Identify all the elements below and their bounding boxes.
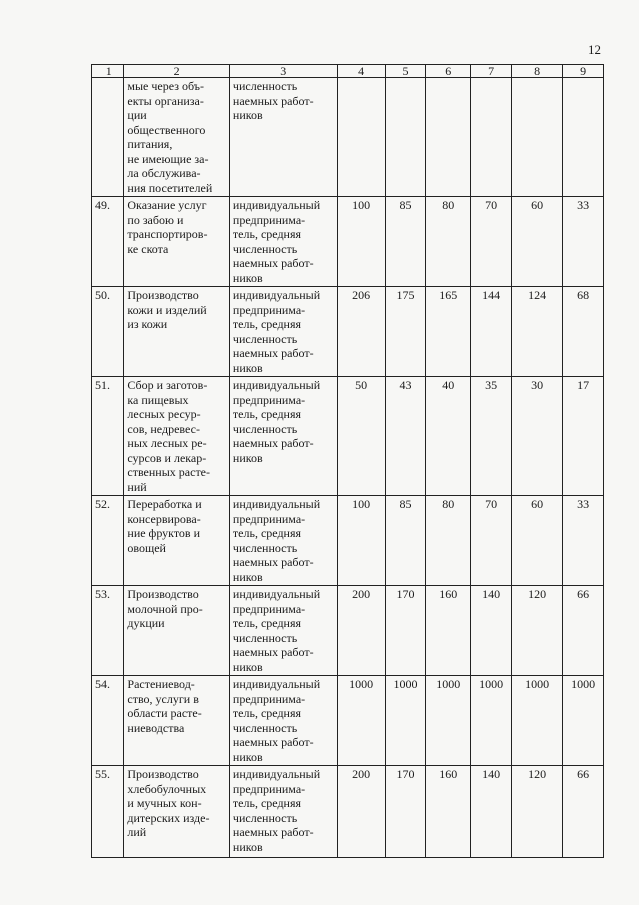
table-row bbox=[92, 287, 604, 377]
header-cell-4: 4 bbox=[337, 65, 385, 78]
value-cell-col7: 70 bbox=[471, 197, 512, 287]
calculation-basis: индивидуальный предпринима- тель, средняя численность наемных работ- ников bbox=[229, 287, 337, 377]
continuation-activity: мые через объ- екты организа- ции общественного питания, не имеющие за- ла обслужива- ния посетителей bbox=[124, 78, 230, 197]
header-cell-2: 2 bbox=[124, 65, 230, 78]
activity-name: Переработка и консервирова- ние фруктов и овощей bbox=[124, 496, 230, 586]
value-cell-col8: 30 bbox=[512, 377, 563, 496]
value-cell-col4: 206 bbox=[337, 287, 385, 377]
value-cell-col8: 120 bbox=[512, 586, 563, 676]
value-cell-col5: 43 bbox=[385, 377, 426, 496]
table-row bbox=[92, 377, 604, 496]
value-cell-col9: 17 bbox=[563, 377, 604, 496]
value-cell-col7: 140 bbox=[471, 586, 512, 676]
page-number: 12 bbox=[588, 42, 601, 57]
value-cell-col9: 66 bbox=[563, 586, 604, 676]
value-cell-col7: 70 bbox=[471, 496, 512, 586]
value-cell-col4: 50 bbox=[337, 377, 385, 496]
calculation-basis: индивидуальный предпринима- тель, средняя численность наемных работ- ников bbox=[229, 766, 337, 858]
value-cell-col6: 1000 bbox=[426, 676, 471, 766]
value-cell-col7: 35 bbox=[471, 377, 512, 496]
activity-name: Производство кожи и изделий из кожи bbox=[124, 287, 230, 377]
row-number: 52. bbox=[92, 496, 124, 586]
continuation-basis: численность наемных работ- ников bbox=[229, 78, 337, 197]
header-cell-5: 5 bbox=[385, 65, 426, 78]
continuation-idx bbox=[92, 78, 124, 197]
value-cell-col5: 1000 bbox=[385, 676, 426, 766]
value-cell-col8: 1000 bbox=[512, 676, 563, 766]
value-cell-col6: 160 bbox=[426, 586, 471, 676]
header-cell-3: 3 bbox=[229, 65, 337, 78]
value-cell-col9: 1000 bbox=[563, 676, 604, 766]
row-number: 54. bbox=[92, 676, 124, 766]
value-cell-col7: 1000 bbox=[471, 676, 512, 766]
value-cell-col8: 60 bbox=[512, 197, 563, 287]
value-cell-col6: 80 bbox=[426, 197, 471, 287]
value-cell-col8: 120 bbox=[512, 766, 563, 858]
value-cell-col7: 140 bbox=[471, 766, 512, 858]
activity-name: Сбор и заготов- ка пищевых лесных ресур- сов, недревес- ных лесных ре- сурсов и лекар- ственных расте- ний bbox=[124, 377, 230, 496]
value-cell-col6: 80 bbox=[426, 496, 471, 586]
value-cell-col5: 85 bbox=[385, 496, 426, 586]
header-cell-1: 1 bbox=[92, 65, 124, 78]
calculation-basis: индивидуальный предпринима- тель, средняя численность наемных работ- ников bbox=[229, 496, 337, 586]
activity-name: Производство хлебобулочных и мучных кон- дитерских изде- лий bbox=[124, 766, 230, 858]
activity-name: Оказание услуг по забою и транспортиров- ке скота bbox=[124, 197, 230, 287]
calculation-basis: индивидуальный предпринима- тель, средняя численность наемных работ- ников bbox=[229, 197, 337, 287]
value-cell-col8: 124 bbox=[512, 287, 563, 377]
table-row bbox=[92, 586, 604, 676]
row-number: 51. bbox=[92, 377, 124, 496]
calculation-basis: индивидуальный предпринима- тель, средняя численность наемных работ- ников bbox=[229, 377, 337, 496]
value-cell-col7: 144 bbox=[471, 287, 512, 377]
calculation-basis: индивидуальный предпринима- тель, средняя численность наемных работ- ников bbox=[229, 676, 337, 766]
value-cell-col4: 1000 bbox=[337, 676, 385, 766]
value-cell-col5: 170 bbox=[385, 586, 426, 676]
row-number: 49. bbox=[92, 197, 124, 287]
value-cell-col5: 170 bbox=[385, 766, 426, 858]
table-row bbox=[92, 676, 604, 766]
activity-name: Растениевод- ство, услуги в области расте- ниеводства bbox=[124, 676, 230, 766]
header-cell-7: 7 bbox=[471, 65, 512, 78]
calculation-basis: индивидуальный предпринима- тель, средняя численность наемных работ- ников bbox=[229, 586, 337, 676]
value-cell-col5: 85 bbox=[385, 197, 426, 287]
activity-name: Производство молочной про- дукции bbox=[124, 586, 230, 676]
value-cell-col9: 33 bbox=[563, 496, 604, 586]
row-number: 53. bbox=[92, 586, 124, 676]
value-cell-col4: 200 bbox=[337, 586, 385, 676]
value-cell-col6: 40 bbox=[426, 377, 471, 496]
value-cell-col5: 175 bbox=[385, 287, 426, 377]
row-number: 50. bbox=[92, 287, 124, 377]
table-row bbox=[92, 496, 604, 586]
value-cell-col9: 66 bbox=[563, 766, 604, 858]
value-cell-col9: 68 bbox=[563, 287, 604, 377]
table-row bbox=[92, 766, 604, 858]
table-row bbox=[92, 197, 604, 287]
row-number: 55. bbox=[92, 766, 124, 858]
value-cell-col4: 100 bbox=[337, 197, 385, 287]
table-header-row bbox=[92, 65, 604, 78]
continuation-row bbox=[92, 78, 604, 197]
tax-rate-table bbox=[91, 64, 604, 858]
value-cell-col4: 200 bbox=[337, 766, 385, 858]
value-cell-col6: 160 bbox=[426, 766, 471, 858]
value-cell-col6: 165 bbox=[426, 287, 471, 377]
value-cell-col8: 60 bbox=[512, 496, 563, 586]
header-cell-6: 6 bbox=[426, 65, 471, 78]
value-cell-col9: 33 bbox=[563, 197, 604, 287]
header-cell-8: 8 bbox=[512, 65, 563, 78]
header-cell-9: 9 bbox=[563, 65, 604, 78]
value-cell-col4: 100 bbox=[337, 496, 385, 586]
